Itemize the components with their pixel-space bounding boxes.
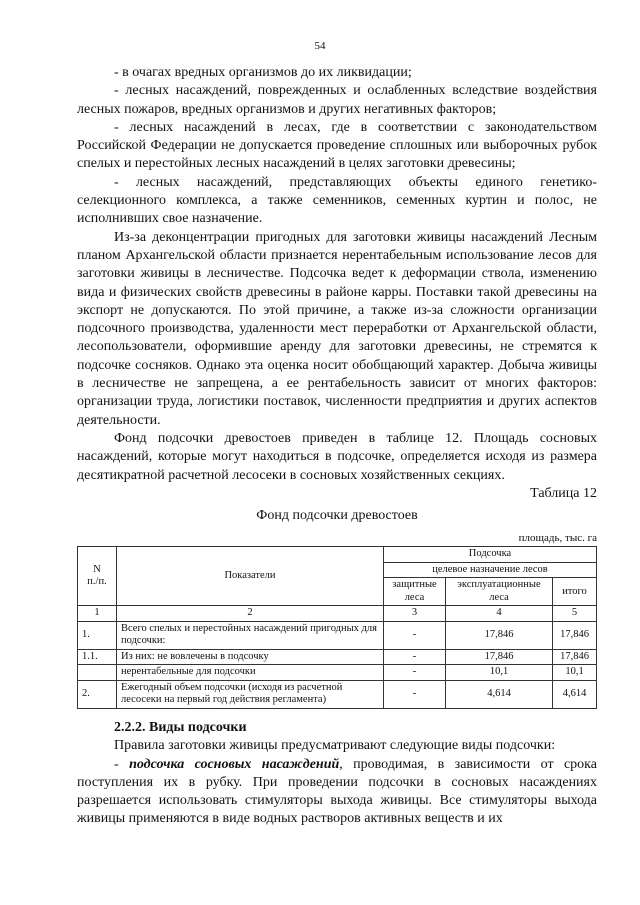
row-total: 10,1: [553, 665, 597, 681]
paragraph: - лесных насаждений в лесах, где в соответствии с законодательством Российской Федерации не допускается проведение сплошных или выборочных рубок спелых и перестойных лесных насаждений в целях заготовки древесины;: [77, 119, 597, 172]
paragraph: Фонд подсочки древостоев приведен в таблице 12. Площадь сосновых насаждений, которые могут находиться в подсочке, определяется исходя из размера десятикратной расчетной лесосеки в сосновых хозяйственных секциях.: [77, 430, 597, 483]
table-units: площадь, тыс. га: [518, 532, 597, 545]
table-row: [78, 621, 597, 649]
row-protective: -: [384, 680, 446, 708]
row-label: Ежегодный объем подсочки (исходя из расчетной лесосеки на первый год действия регламента): [117, 680, 384, 708]
paragraph: Правила заготовки живицы предусматривают следующие виды подсочки:: [114, 738, 556, 754]
paragraph-prefix: -: [114, 756, 130, 772]
column-number-row: [78, 606, 597, 622]
column-number: 3: [384, 606, 446, 622]
fund-table: [77, 546, 597, 709]
header-exploitation: эксплуатационные леса: [446, 578, 553, 606]
row-total: 17,846: [553, 649, 597, 665]
row-protective: -: [384, 621, 446, 649]
row-num: [78, 665, 117, 681]
row-total: 4,614: [553, 680, 597, 708]
paragraph: - лесных насаждений, поврежденных и ослабленных вследствие воздействия лесных пожаров, вредных организмов и других негативных факторов;: [77, 83, 597, 117]
row-num: 1.: [78, 621, 117, 649]
header-total: итого: [553, 578, 597, 606]
row-total: 17,846: [553, 621, 597, 649]
row-exploitation: 17,846: [446, 649, 553, 665]
header-protective: защитные леса: [384, 578, 446, 606]
column-number: 1: [78, 606, 117, 622]
column-number: 2: [117, 606, 384, 622]
body-text: [77, 64, 597, 829]
page-number: 54: [314, 40, 326, 52]
paragraph-rest: , проводимая, в зависимости от срока поступления их в рубку. При проведении подсочки в сосновых насаждениях разрешается использовать стимуляторы выхода живицы. Все стимуляторы выхода живицы применяются в виде водных растворов активных веществ и их: [77, 756, 597, 827]
paragraph: - лесных насаждений, представляющих объекты единого генетико-селекционного комплекса, а также семенников, семенных куртин и полос, не исполнивших свое назначение.: [77, 174, 597, 227]
header-subgroup: целевое назначение лесов: [384, 562, 597, 578]
column-number: 5: [553, 606, 597, 622]
row-exploitation: 4,614: [446, 680, 553, 708]
section-heading: 2.2.2. Виды подсочки: [114, 719, 247, 735]
table-label: Таблица 12: [530, 485, 597, 501]
paragraph: Из-за деконцентрации пригодных для заготовки живицы насаждений Лесным планом Архангельской области признается нерентабельным использование лесов для заготовки живицы в лесничестве. Подсочка ведет к деформации ствола, изменению вида и физических свойств древесины в районе карры. Поставки такой древесины на экспорт не допускаются. По этой причине, а также из-за сложности организации подсочного производства, удаленности мест переработки от Архангельской области, лесопользователи, оформившие аренду для заготовки древесины, не стремятся к подсочке сосняков. Однако эта оценка носит обобщающий характер. Добыча живицы в лесничестве не запрещена, а ее рентабельность зависит от многих факторов: организации труда, логистики поставок, численности предприятия и других аспектов деятельности.: [77, 229, 597, 428]
row-protective: -: [384, 665, 446, 681]
row-exploitation: 17,846: [446, 621, 553, 649]
paragraph: - в очагах вредных организмов до их ликвидации;: [114, 65, 412, 80]
header-group: Подсочка: [384, 547, 597, 563]
header-num: N п./п.: [78, 547, 117, 606]
row-exploitation: 10,1: [446, 665, 553, 681]
row-label: Всего спелых и перестойных насаждений пригодных для подсочки:: [117, 621, 384, 649]
row-num: 1.1.: [78, 649, 117, 665]
header-indicators: Показатели: [117, 547, 384, 606]
row-label: Из них: не вовлечены в подсочку: [117, 649, 384, 665]
table-header-row: [78, 547, 597, 563]
table-title: Фонд подсочки древостоев: [256, 508, 418, 524]
column-number: 4: [446, 606, 553, 622]
row-num: 2.: [78, 680, 117, 708]
row-label: нерентабельные для подсочки: [117, 665, 384, 681]
table-row: [78, 680, 597, 708]
table-row: [78, 649, 597, 665]
row-protective: -: [384, 649, 446, 665]
table-row: [78, 665, 597, 681]
emphasized-term: подсочка сосновых насаждений: [129, 756, 340, 772]
paragraph: [77, 756, 597, 829]
